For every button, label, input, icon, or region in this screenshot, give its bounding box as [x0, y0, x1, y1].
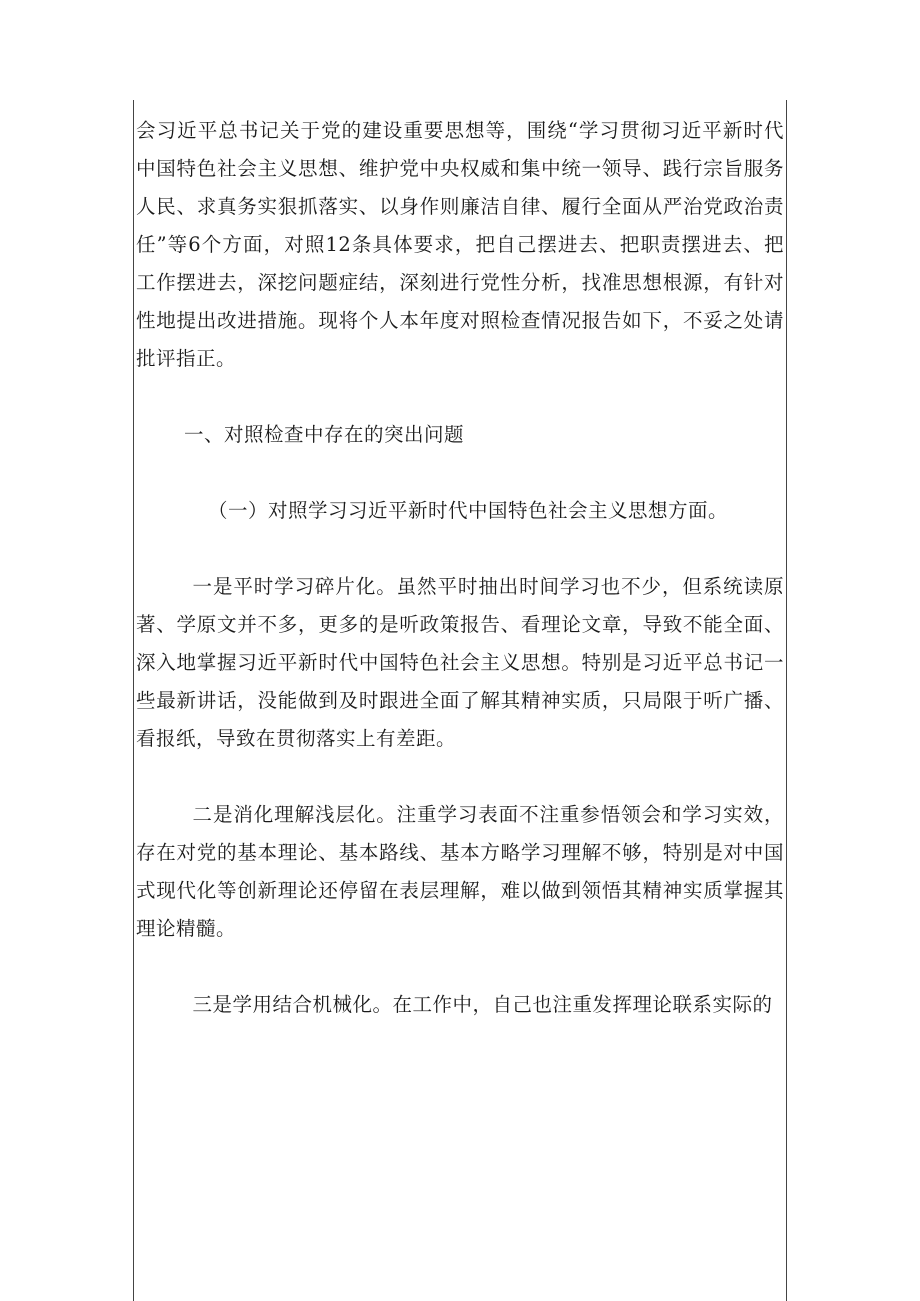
- paragraph-point-2: 二是消化理解浅层化。注重学习表面不注重参悟领会和学习实效，存在对党的基本理论、基本路线、基本方略学习理解不够，特别是对中国式现代化等创新理论还停留在表层理解，难以做到领悟其精神实质掌握其理论精髓。: [136, 803, 784, 940]
- table-border-right: [786, 100, 787, 1301]
- subsection-heading: （一）对照学习习近平新时代中国特色社会主义思想方面。: [208, 499, 729, 522]
- paragraph-intro: 会习近平总书记关于党的建设重要思想等，围绕“学习贯彻习近平新时代中国特色社会主义思想、维护党中央权威和集中统一领导、践行宗旨服务人民、求真务实狠抓落实、以身作则廉洁自律、履行全面从严治党政治责任”等6个方面，对照12条具体要求，把自己摆进去、把职责摆进去、把工作摆进去，深挖问题症结，深刻进行党性分析，找准思想根源，有针对性地提出改进措施。现将个人本年度对照检查情况报告如下，不妥之处请批评指正。: [136, 119, 784, 370]
- document-body: [136, 112, 784, 1024]
- paragraph-point-3: 三是学用结合机械化。在工作中，自己也注重发挥理论联系实际的: [192, 993, 773, 1016]
- table-border-left: [133, 100, 134, 1301]
- section-heading: 一、对照检查中存在的突出问题: [184, 423, 465, 446]
- paragraph-point-1: 一是平时学习碎片化。虽然平时抽出时间学习也不少，但系统读原著、学原文并不多，更多的是听政策报告、看理论文章，导致不能全面、深入地掌握习近平新时代中国特色社会主义思想。特别是习近平总书记一些最新讲话，没能做到及时跟进全面了解其精神实质，只局限于听广播、看报纸，导致在贯彻落实上有差距。: [136, 575, 784, 750]
